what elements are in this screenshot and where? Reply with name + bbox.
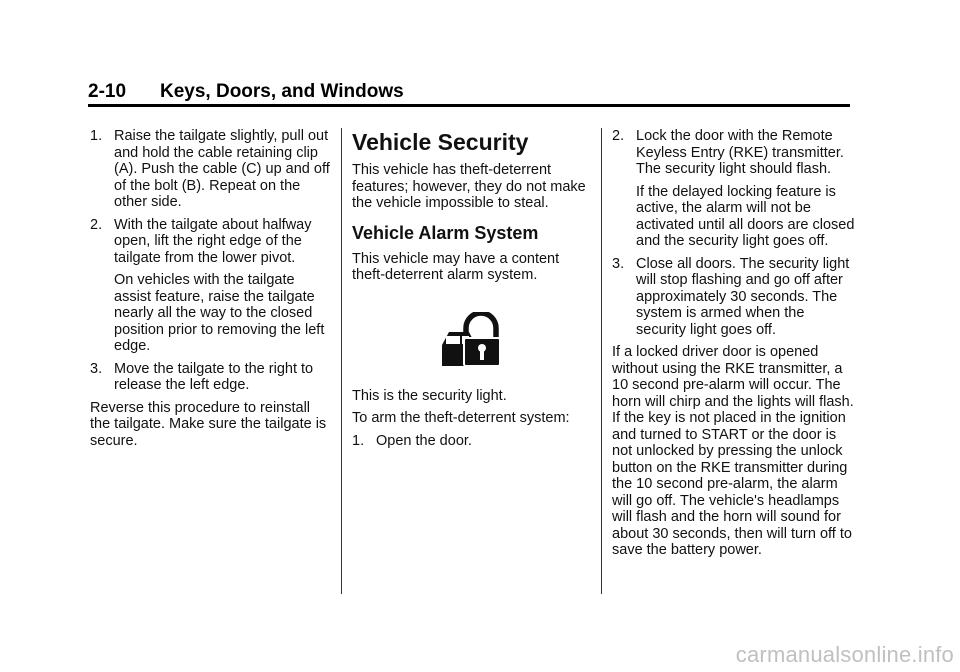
security-light-icon: [440, 312, 502, 368]
icon-figure: [352, 290, 592, 380]
column-middle: [352, 128, 592, 455]
list-item: [352, 433, 592, 450]
step-number: 1.: [90, 128, 103, 144]
step-note: On vehicles with the tailgate assist feature, raise the tailgate nearly all the way to the closed position prior to removing the left edge.: [114, 272, 325, 354]
paragraph: This vehicle may have a content theft-deterrent alarm system.: [352, 250, 560, 283]
step-number: 1.: [352, 432, 365, 449]
column-right: [612, 128, 857, 565]
paragraph: Reverse this procedure to reinstall the tailgate. Make sure the tailgate is secure.: [90, 399, 327, 449]
section-heading: Vehicle Security: [352, 129, 529, 155]
page-header: [88, 80, 850, 106]
watermark: carmanualsonline.info: [735, 642, 954, 667]
step-text: Close all doors. The security light will stop flashing and go off after approximately 30 seconds. The system is armed when the security light goes off.: [636, 255, 850, 338]
step-note: If the delayed locking feature is active, the alarm will not be activated until all doors are closed and the security light goes off.: [636, 183, 855, 249]
step-number: 3.: [612, 255, 625, 272]
list-item: [612, 256, 857, 339]
list-item: [90, 128, 332, 211]
header-rule: [88, 104, 850, 107]
step-text: Open the door.: [376, 432, 472, 449]
step-number: 2.: [612, 128, 625, 144]
page-number: 2-10: [88, 81, 127, 102]
list-item: [612, 128, 857, 178]
step-number: 2.: [90, 216, 103, 233]
step-text: Lock the door with the Remote Keyless Entry (RKE) transmitter. The security light should flash.: [636, 128, 844, 177]
paragraph: To arm the theft-deterrent system:: [352, 410, 570, 426]
list-item: [90, 361, 332, 394]
step-text: Raise the tailgate slightly, pull out and hold the cable retaining clip (A). Push the cable (C) up and off of the bolt (B). Repeat on the other side.: [114, 128, 330, 210]
section-title: Keys, Doors, and Windows: [160, 81, 404, 102]
column-left: [90, 128, 332, 455]
step-text: With the tailgate about halfway open, lift the right edge of the tailgate from the lower pivot.: [114, 216, 312, 266]
column-divider: [341, 128, 342, 594]
column-divider: [601, 128, 602, 594]
step-number: 3.: [90, 360, 103, 377]
list-item: [90, 217, 332, 267]
paragraph: If a locked driver door is opened without using the RKE transmitter, a 10 second pre-alarm will occur. The horn will chirp and the lights will flash. If the key is not placed in the ignition and turned to START or the door is not unlocked by pressing the unlock button on the RKE transmitter during the 10 second pre-alarm, the alarm will go off. The vehicle's headlamps will flash and the horn will sound for about 30 seconds, then will turn off to save the battery power.: [612, 344, 854, 558]
paragraph: This vehicle has theft-deterrent features; however, they do not make the vehicle impossible to steal.: [352, 162, 586, 211]
step-text: Move the tailgate to the right to release the left edge.: [114, 360, 314, 393]
subsection-heading: Vehicle Alarm System: [352, 222, 539, 243]
icon-caption: This is the security light.: [352, 387, 507, 404]
